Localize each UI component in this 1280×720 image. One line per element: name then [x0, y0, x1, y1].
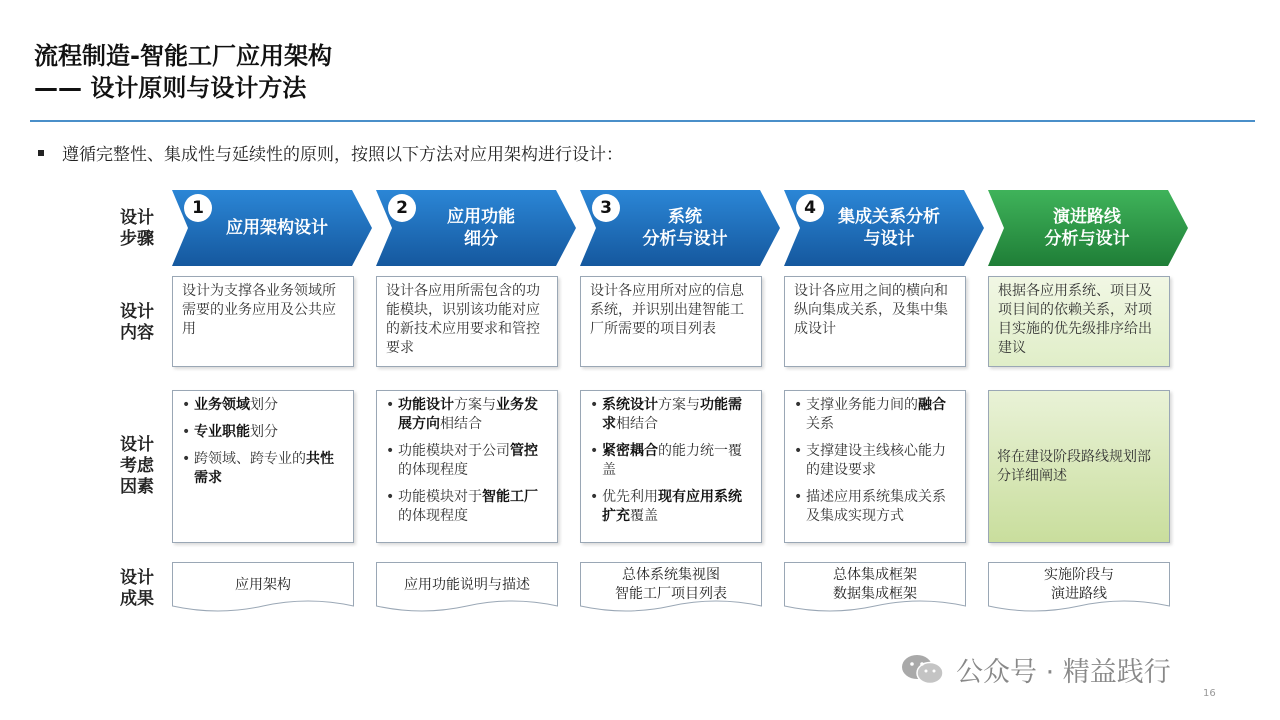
factors-box-3 — [580, 390, 762, 543]
factor-item: • 功能设计方案与业务发展方向相结合 — [385, 396, 549, 434]
step-chevron-3 — [580, 190, 780, 266]
factors-box-5 — [988, 390, 1170, 543]
content-box-2: 设计各应用所需包含的功能模块，识别该功能对应的新技术应用要求和管控要求 — [376, 276, 558, 367]
result-text: 总体系统集视图 智能工厂项目列表 — [615, 567, 727, 602]
result-text: 应用功能说明与描述 — [404, 576, 530, 593]
result-banner-2 — [376, 562, 558, 614]
step-label: 应用架构设计 — [226, 218, 328, 238]
factor-item: • 优先利用现有应用系统扩充覆盖 — [589, 488, 753, 526]
step-label: 应用功能 细分 — [447, 207, 515, 249]
result-banner-4 — [784, 562, 966, 614]
content-box-5: 根据各应用系统、项目及项目间的依赖关系，对项目实施的优先级排序给出建议 — [988, 276, 1170, 367]
page-number: 16 — [1203, 688, 1216, 699]
factor-item: • 系统设计方案与功能需求相结合 — [589, 396, 753, 434]
factor-item: • 描述应用系统集成关系及集成实现方式 — [793, 488, 957, 526]
bullet-square-icon — [38, 150, 44, 156]
step-chevron-4 — [784, 190, 984, 266]
factors-box-2 — [376, 390, 558, 543]
factors-box-4 — [784, 390, 966, 543]
step-chevron-2 — [376, 190, 576, 266]
row-label-steps: 设计 步骤 — [120, 208, 154, 249]
title-divider — [30, 120, 1255, 122]
content-box-1: 设计为支撑各业务领域所需要的业务应用及公共应用 — [172, 276, 354, 367]
intro-bullet — [38, 140, 623, 165]
result-text: 总体集成框架 数据集成框架 — [833, 567, 917, 602]
step-number-badge: 4 — [796, 194, 824, 222]
content-box-3: 设计各应用所对应的信息系统，并识别出建智能工厂所需要的项目列表 — [580, 276, 762, 367]
result-banner-5 — [988, 562, 1170, 614]
row-label-factors: 设计 考虑 因素 — [120, 435, 154, 497]
step-label: 系统 分析与设计 — [642, 207, 728, 249]
page-title: 流程制造-智能工厂应用架构 — [34, 42, 332, 70]
factor-item: • 紧密耦合的能力统一覆盖 — [589, 442, 753, 480]
wechat-icon — [900, 653, 946, 687]
intro-text: 遵循完整性、集成性与延续性的原则，按照以下方法对应用架构进行设计： — [62, 145, 623, 165]
factor-item: • 支撑业务能力间的融合关系 — [793, 396, 957, 434]
step-number-badge: 2 — [388, 194, 416, 222]
page-subtitle: —— 设计原则与设计方法 — [34, 74, 307, 102]
row-label-content: 设计 内容 — [120, 302, 154, 343]
result-text: 应用架构 — [235, 576, 291, 593]
factor-item: • 功能模块对于智能工厂的体现程度 — [385, 488, 549, 526]
factors-box-1 — [172, 390, 354, 543]
step-chevron-1 — [172, 190, 372, 266]
step-label: 演进路线 分析与设计 — [1044, 207, 1130, 249]
step-number-badge: 3 — [592, 194, 620, 222]
result-banner-1 — [172, 562, 354, 614]
factor-item: • 专业职能划分 — [181, 423, 345, 442]
step-number-badge: 1 — [184, 194, 212, 222]
step-chevron-5 — [988, 190, 1188, 266]
watermark-text: 公众号 · 精益践行 — [956, 657, 1171, 688]
factor-item: • 业务领域划分 — [181, 396, 345, 415]
row-label-results: 设计 成果 — [120, 568, 154, 609]
step-label: 集成关系分析 与设计 — [838, 207, 940, 249]
factor-item: • 功能模块对于公司管控的体现程度 — [385, 442, 549, 480]
factor-item: • 跨领域、跨专业的共性需求 — [181, 450, 345, 488]
watermark — [900, 650, 1171, 689]
factor-item: • 支撑建设主线核心能力的建设要求 — [793, 442, 957, 480]
factors-note: 将在建设阶段路线规划部分详细阐述 — [997, 448, 1151, 484]
result-banner-3 — [580, 562, 762, 614]
content-box-4: 设计各应用之间的横向和纵向集成关系，及集中集成设计 — [784, 276, 966, 367]
result-text: 实施阶段与 演进路线 — [1044, 567, 1114, 602]
